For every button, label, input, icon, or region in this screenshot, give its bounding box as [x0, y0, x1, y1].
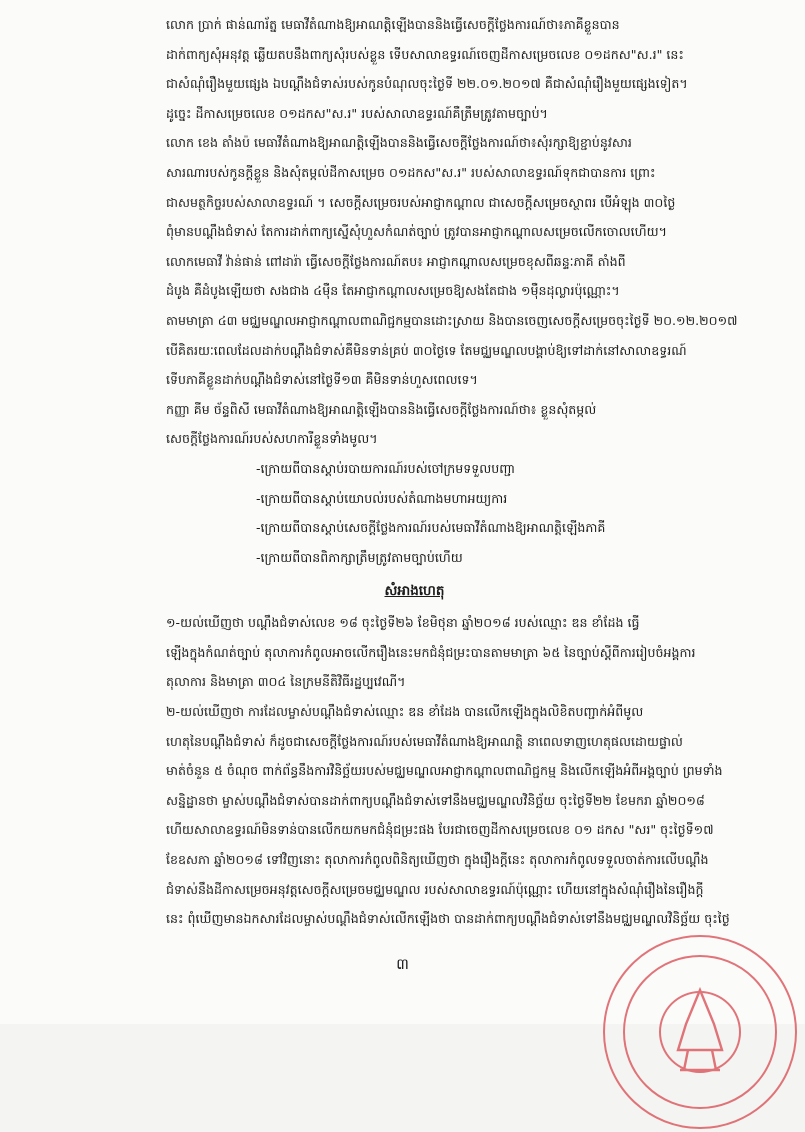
text-line: សារណារបស់កូនក្តីខ្លួន និងសុំតម្កល់ដីកាសម្រេច ០១ដកស"ស.រ" របស់សាលាឧទ្ធរណ៍ទុកជាបានការ ព្រោះ	[166, 164, 656, 180]
text-line: ជាសំណុំរឿងមួយផ្សេង ឯបណ្តឹងជំទាស់របស់កូនបំណុលចុះថ្ងៃទី ២២.០១.២០១៧ គឺជាសំណុំរឿងមួយផ្សេងទៀត។	[166, 76, 688, 92]
text-line: ខែឧសភា ឆ្នាំ២០១៨ ទៅវិញនោះ តុលាការកំពូលពិនិត្យឃើញថា ក្នុងរឿងក្តីនេះ តុលាការកំពូលទទួលចាត់ការលើបណ្តឹង	[166, 852, 709, 868]
reason-1	[84, 608, 745, 697]
text-line: ហេតុនៃបណ្តឹងជំទាស់ ក៏ដូចជាសេចក្តីថ្លែងការណ៍របស់មេធាវីតំណាងឱ្យអាណត្តិ នាពេលទាញហេតុផលដោយផ្ទាល់	[166, 733, 683, 749]
text-line: ហើយសាលាឧទ្ធរណ៍មិនទាន់បានលើកយកមកជំនុំជម្រះផង បែរជាចេញដីកាសម្រេចលេខ ០១ ដកស "សរ" ចុះថ្ងៃទី១៧	[166, 822, 714, 838]
text-line: ជំទាស់នឹងដីកាសម្រេចអនុវត្តសេចក្តីសម្រេចមជ្ឈមណ្ឌល របស់សាលាឧទ្ធរណ៍ប៉ុណ្ណោះ ហើយនៅក្នុងសំណុំរឿងនៃរឿងក្តី	[166, 881, 704, 897]
seal-inner-ring	[624, 956, 776, 1108]
section-heading: សំអាងហេតុ	[384, 583, 445, 600]
text-line: ដូច្នេះ ដីកាសម្រេចលេខ ០១ដកស"ស.រ" របស់សាលាឧទ្ធរណ៍គឺត្រឹមត្រូវតាមច្បាប់។	[166, 105, 548, 121]
text-line: ជាសមត្ថកិច្ចរបស់សាលាឧទ្ធរណ៍ ។ សេចក្តីសម្រេចរបស់អាជ្ញាកណ្តាល ជាសេចក្តីសម្រេចស្ថាពរ បើអំឡុង ៣០ថ្ងៃ	[166, 194, 676, 210]
paragraph-statement-5	[84, 395, 745, 454]
text-line: ឡើងក្នុងកំណត់ច្បាប់ តុលាការកំពូលអាចលើករឿងនេះមកជំនុំជម្រះបានតាមមាត្រា ៦៥ នៃច្បាប់ស្តីពីការរៀបចំអង្គការ	[166, 644, 696, 660]
list-item: -ក្រោយពីបានស្តាប់យោបល់របស់តំណាងមហាអយ្យការ	[256, 490, 508, 506]
list-item: -ក្រោយពីបានស្តាប់របាយការណ៍របស់ចៅក្រមទទួលបញ្ជា	[256, 460, 516, 476]
text-line: ១-យល់ឃើញថា បណ្តឹងជំទាស់លេខ ១៨ ចុះថ្ងៃទី២៦ ខែមិថុនា ឆ្នាំ២០១៨ របស់ឈ្មោះ ឌន ខាំដែង ធ្វើ	[166, 615, 640, 631]
text-line: កញ្ញា គីម ច័ន្ទពិសី មេធាវីតំណាងឱ្យអាណត្តិឡើងបាននិងធ្វើសេចក្តីថ្លែងការណ៍ថា៖ ខ្លួនសុំតម្កល់	[166, 401, 597, 417]
text-line: មាត់ចំនួន ៥ ចំណុច ពាក់ព័ន្ធនឹងការវិនិច្ឆ័យរបស់មជ្ឈមណ្ឌលអាជ្ញាកណ្តាលពាណិជ្ជកម្ម និងលើកឡើងអំពីអង្គច្បាប់ ព្រមទាំង	[166, 763, 723, 779]
text-line: ពុំមានបណ្តឹងជំទាស់ តែការដាក់ពាក្យស្នើសុំហួសកំណត់ច្បាប់ ត្រូវបានអាជ្ញាកណ្តាលសម្រេចលើកចោលហើយ។	[166, 224, 667, 240]
paragraph-statement-2	[84, 128, 745, 246]
text-line: លោក ខេង តាំងប៉ មេធាវីតំណាងឱ្យអាណត្តិឡើងបាននិងធ្វើសេចក្តីថ្លែងការណ៍ថា៖សុំរក្សាឱ្យខ្ជាប់នូវសារ	[166, 135, 632, 151]
text-line: បើគិតរយៈពេលដែលដាក់បណ្តឹងជំទាស់គឺមិនទាន់គ្រប់ ៣០ថ្ងៃទេ តែមជ្ឈមណ្ឌលបង្គាប់ឱ្យទៅដាក់នៅសាលាឧទ្ធរណ៍	[166, 342, 687, 358]
text-line: សេចក្តីថ្លែងការណ៍របស់សហការីខ្លួនទាំងមូល។	[166, 431, 378, 447]
seal-figure	[678, 990, 722, 1070]
seal-graphic	[604, 936, 796, 1128]
text-line: នេះ ពុំឃើញមានឯកសារដែលម្ចាស់បណ្តឹងជំទាស់លើកឡើងថា បានដាក់ពាក្យបណ្តឹងជំទាស់ទៅនឹងមជ្ឈមណ្ឌលវិនិច្ឆ័យ ចុះថ្ងៃ	[166, 911, 730, 927]
text-line: ទើបភាគីខ្លួនដាក់បណ្តឹងជំទាស់នៅថ្ងៃទី១៣ គឺមិនទាន់ហួសពេលទេ។	[166, 372, 478, 388]
procedure-list	[84, 454, 745, 572]
list-item: -ក្រោយពីបានស្តាប់សេចក្តីថ្លែងការណ៍របស់មេធាវីតំណាងឱ្យអាណត្តិឡើងភាគី	[256, 520, 606, 536]
seal-outer-ring	[604, 936, 796, 1128]
paragraph-statement-3	[84, 247, 745, 306]
list-item: -ក្រោយពីបានពិភាក្សាត្រឹមត្រូវតាមច្បាប់ហើយ	[256, 549, 463, 565]
paragraph-statement-4	[84, 306, 745, 395]
text-line: ដាក់ពាក្យសុំអនុវត្ត ឆ្លើយតបនឹងពាក្យសុំរបស់ខ្លួន ទើបសាលាឧទ្ធរណ៍ចេញដីកាសម្រេចលេខ ០១ដកស"ស.រ" នេះ	[166, 46, 684, 62]
page-number: ៣	[396, 955, 409, 973]
court-seal-stamp	[600, 932, 800, 1132]
reason-2	[84, 697, 745, 934]
text-line: ដំបូង គឺដំបូងឡើយថា សងជាង ៤ម៉ឺន តែអាជ្ញាកណ្តាលសម្រេចឱ្យសងតែជាង ១ម៉ឺនដុល្លារប៉ុណ្ណោះ។	[166, 283, 620, 299]
text-line: លោកមេធាវី វ៉ាន់ផាន់ ពៅដារ៉ា ធ្វើសេចក្តីថ្លែងការណ៍តប៖ អាជ្ញាកណ្តាលសម្រេចខុសពីឆន្ទៈភាគី តាំងពី	[166, 253, 626, 269]
paragraph-statement-1	[84, 10, 745, 128]
text-line: ២-យល់ឃើញថា ការដែលម្ចាស់បណ្តឹងជំទាស់ឈ្មោះ ឌន ខាំដែង បានលើកឡើងក្នុងលិខិតបញ្ជាក់អំពីមូល	[166, 704, 644, 720]
text-line: តាមមាត្រា ៤៣ មជ្ឈមណ្ឌលអាជ្ញាកណ្តាលពាណិជ្ជកម្មបានដោះស្រាយ និងបានចេញសេចក្តីសម្រេចចុះថ្ងៃទី ២០.១២.២០១៧	[166, 312, 738, 328]
text-line: តុលាការ និងមាត្រា ៣០៤ នៃក្រមនីតិវិធីរដ្ឋប្បវេណី។	[166, 674, 406, 690]
text-line: សន្និដ្ឋានថា ម្ចាស់បណ្តឹងជំទាស់បានដាក់ពាក្យបណ្តឹងជំទាស់ទៅនឹងមជ្ឈមណ្ឌលវិនិច្ឆ័យ ចុះថ្ងៃទី២២ ខែមករា ឆ្នាំ២០១៨	[166, 792, 705, 808]
seal-center-ring	[660, 992, 740, 1072]
text-line: លោក ប្រាក់ ផាន់ណារ័ត្ន មេធាវីតំណាងឱ្យអាណត្តិឡើងបាននិងធ្វើសេចក្តីថ្លែងការណ៍ថា៖ភាគីខ្លួនបាន	[166, 17, 620, 32]
